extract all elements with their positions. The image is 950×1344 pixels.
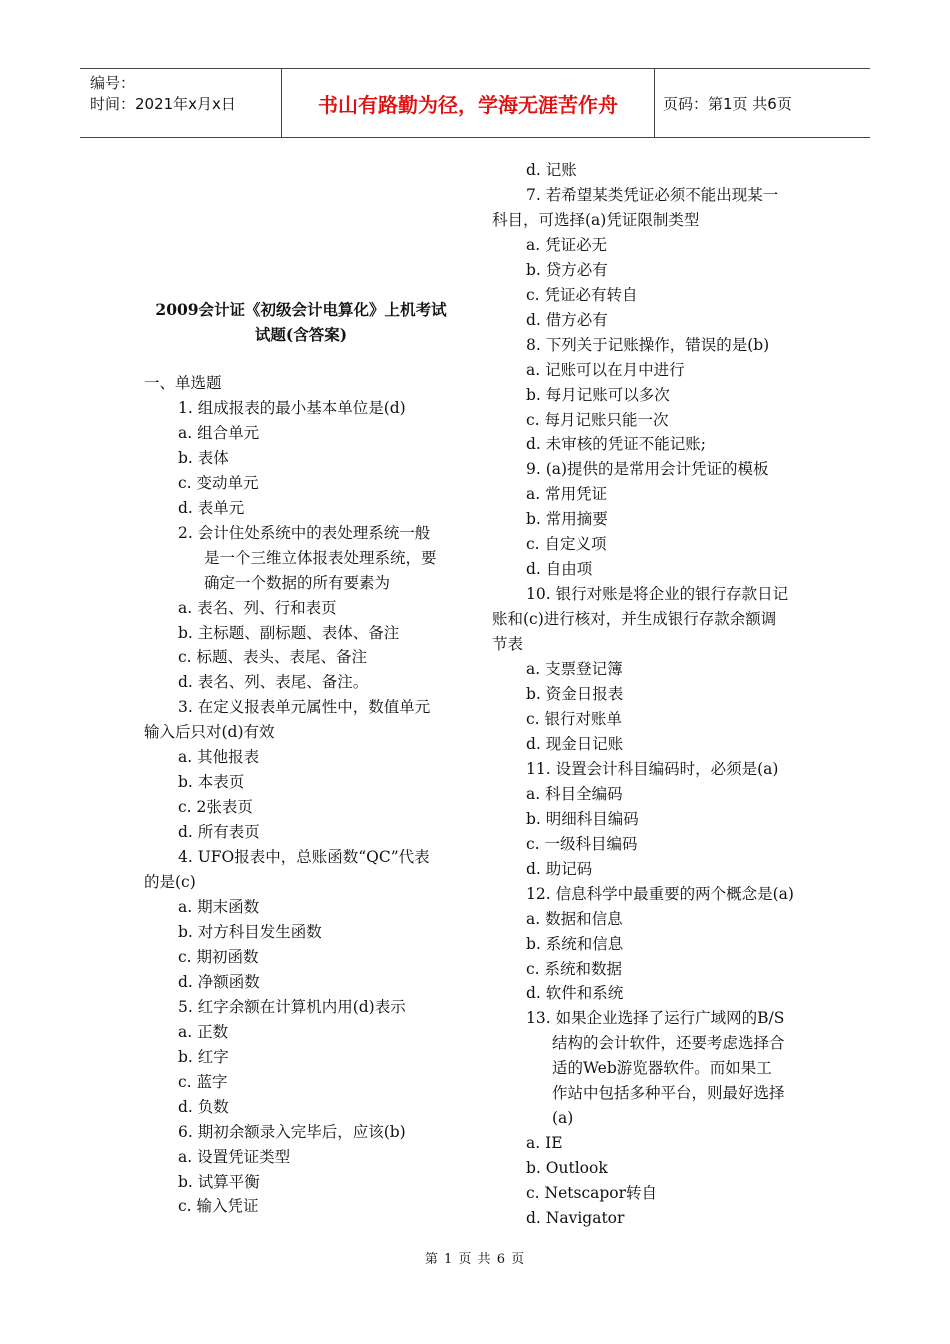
text-line: 的是(c): [144, 873, 196, 892]
text-line: 5. 红字余额在计算机内用(d)表示: [178, 997, 406, 1016]
text-line: d. Navigator: [526, 1209, 625, 1228]
text-line: b. 系统和信息: [526, 934, 624, 953]
text-line: 结构的会计软件，还要考虑选择合: [552, 1034, 785, 1053]
text-line: c. 自定义项: [526, 535, 607, 554]
text-line: d. 负数: [178, 1097, 229, 1116]
text-line: 13. 如果企业选择了运行广域网的B/S: [526, 1009, 785, 1028]
text-line: d. 表单元: [178, 498, 245, 517]
text-line: 确定一个数据的所有要素为: [204, 573, 391, 592]
number-label: 编号：: [90, 74, 136, 92]
document-title: [140, 297, 462, 347]
text-line: 6. 期初余额录入完毕后，应该(b): [178, 1122, 406, 1141]
text-line: a. 记账可以在月中进行: [526, 360, 685, 379]
text-line: d. 记账: [526, 161, 577, 179]
header-meta: [90, 73, 236, 115]
text-line: 4. UFO报表中，总账函数“QC”代表: [178, 848, 430, 867]
text-line: c. 系统和数据: [526, 959, 623, 978]
text-line: c. 输入凭证: [178, 1197, 259, 1216]
page-footer: 第 1 页 共 6 页: [424, 1252, 526, 1267]
text-line: a. 常用凭证: [526, 485, 608, 504]
text-line: d. 自由项: [526, 560, 593, 579]
text-line: a. 正数: [178, 1022, 229, 1041]
text-line: a. IE: [526, 1134, 563, 1153]
text-line: b. 常用摘要: [526, 510, 608, 529]
text-line: 适的Web游览器软件。而如果工: [552, 1059, 772, 1078]
text-line: 是一个三维立体报表处理系统，要: [204, 548, 437, 567]
text-line: d. 借方必有: [526, 310, 608, 329]
page-header: [80, 68, 870, 138]
text-line: d. 助记码: [526, 859, 593, 878]
text-line: c. 银行对账单: [526, 709, 623, 728]
text-line: c. 2张表页: [178, 798, 253, 817]
text-line: a. 科目全编码: [526, 784, 623, 803]
text-line: 作站中包括多种平台，则最好选择: [552, 1084, 785, 1103]
text-line: b. 每月记账可以多次: [526, 385, 670, 404]
text-line: 1. 组成报表的最小基本单位是(d): [178, 398, 406, 417]
text-line: c. 期初函数: [178, 947, 259, 966]
text-line: a. 凭证必无: [526, 235, 608, 254]
text-line: c. 每月记账只能一次: [526, 410, 669, 429]
text-line: 8. 下列关于记账操作，错误的是(b): [526, 335, 770, 354]
text-line: c. 一级科目编码: [526, 834, 638, 853]
text-line: b. 本表页: [178, 773, 245, 792]
text-line: 账和(c)进行核对，并生成银行存款余额调: [492, 610, 777, 629]
text-line: 3. 在定义报表单元属性中，数值单元: [178, 698, 431, 717]
time-label: 时间：2021年x月x日: [90, 95, 236, 113]
text-line: b. 试算平衡: [178, 1172, 260, 1191]
text-line: a. 表名、列、行和表页: [178, 598, 337, 617]
text-line: b. 主标题、副标题、表体、备注: [178, 623, 400, 642]
title-line-1: 2009会计证《初级会计电算化》上机考试: [155, 300, 447, 319]
text-line: d. 未审核的凭证不能记账;: [526, 435, 706, 454]
title-line-2: 试题(含答案): [254, 325, 348, 344]
text-line: 12. 信息科学中最重要的两个概念是(a): [526, 884, 794, 903]
text-line: b. 红字: [178, 1047, 229, 1066]
text-line: 7. 若希望某类凭证必须不能出现某一: [526, 185, 779, 204]
text-line: 10. 银行对账是将企业的银行存款日记: [526, 585, 789, 604]
text-line: c. 标题、表头、表尾、备注: [178, 648, 368, 667]
header-page-info: 页码：第1页 共6页: [663, 94, 792, 113]
text-line: c. Netscapor转自: [526, 1184, 658, 1203]
text-line: 节表: [492, 635, 524, 654]
text-line: d. 所有表页: [178, 823, 260, 842]
text-line: a. 数据和信息: [526, 909, 623, 928]
text-line: d. 现金日记账: [526, 734, 624, 753]
text-line: a. 组合单元: [178, 423, 260, 442]
text-line: c. 凭证必有转自: [526, 285, 638, 304]
header-motto: 书山有路勤为径，学海无涯苦作舟: [318, 92, 618, 117]
text-line: 9. (a)提供的是常用会计凭证的模板: [526, 460, 769, 479]
right-column: [492, 158, 812, 1231]
text-line: 11. 设置会计科目编码时，必须是(a): [526, 759, 779, 778]
text-line: a. 其他报表: [178, 748, 260, 767]
header-divider: [654, 69, 655, 137]
text-line: b. 对方科目发生函数: [178, 922, 322, 941]
text-line: b. 资金日报表: [526, 685, 624, 704]
text-line: 科目，可选择(a)凭证限制类型: [492, 210, 700, 229]
text-line: d. 软件和系统: [526, 984, 624, 1003]
text-line: a. 支票登记簿: [526, 660, 623, 679]
text-line: b. 表体: [178, 448, 229, 467]
text-line: b. 贷方必有: [526, 260, 608, 279]
text-line: 输入后只对(d)有效: [144, 723, 275, 742]
text-line: b. 明细科目编码: [526, 809, 639, 828]
text-line: 一、单选题: [144, 374, 222, 392]
text-line: 2. 会计住处系统中的表处理系统一般: [178, 523, 431, 542]
text-line: c. 变动单元: [178, 473, 259, 492]
text-line: b. Outlook: [526, 1159, 608, 1178]
text-line: a. 期末函数: [178, 898, 260, 917]
left-column: [144, 371, 464, 1219]
text-line: a. 设置凭证类型: [178, 1147, 291, 1166]
text-line: d. 表名、列、表尾、备注。: [178, 673, 369, 692]
text-line: (a): [552, 1109, 574, 1128]
text-line: d. 净额函数: [178, 972, 260, 991]
text-line: c. 蓝字: [178, 1072, 228, 1091]
